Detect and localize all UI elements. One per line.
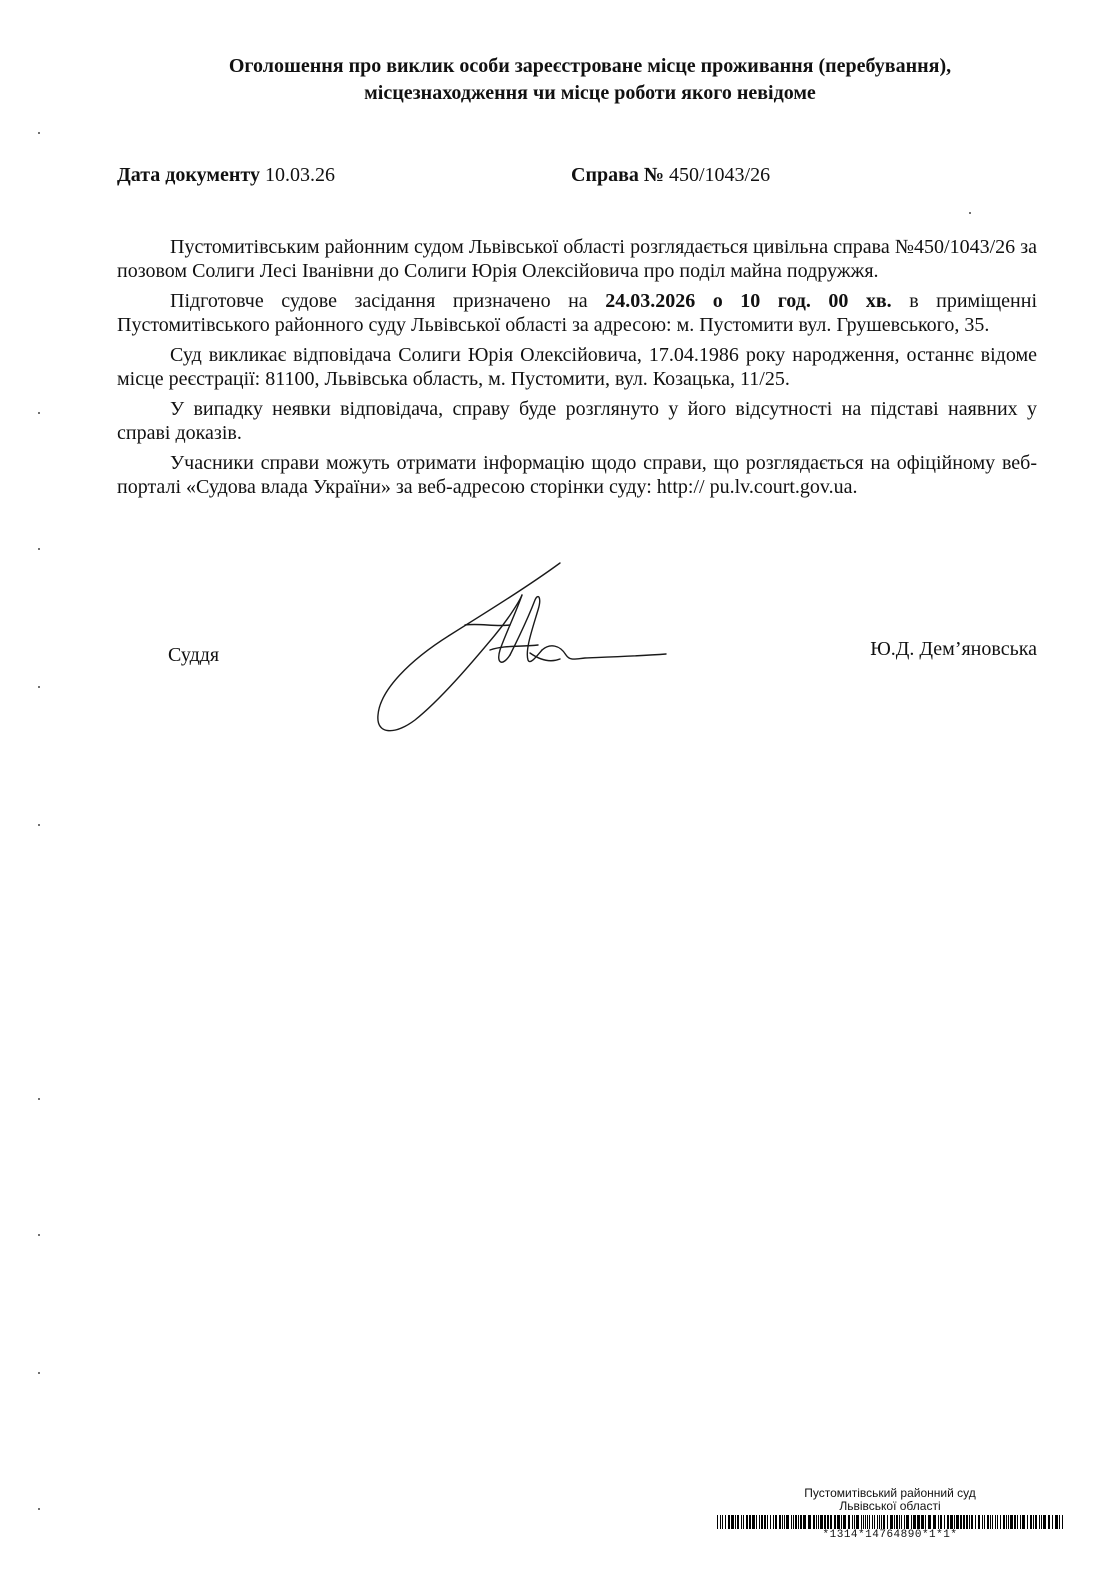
barcode-bar — [867, 1515, 868, 1529]
scan-speck — [38, 1234, 40, 1236]
judge-role: Суддя — [168, 644, 220, 666]
barcode-bar — [784, 1515, 785, 1529]
hearing-intro: Підготовче судове засідання призначено на — [170, 290, 588, 312]
case-value: 450/1043/26 — [669, 164, 771, 186]
barcode-bar — [722, 1515, 723, 1529]
date-label: Дата документу — [117, 164, 260, 186]
barcode-bar — [913, 1515, 916, 1529]
barcode-bar — [928, 1515, 931, 1529]
barcode-bar — [800, 1515, 802, 1529]
barcode-bar — [798, 1515, 799, 1529]
barcode-bar — [966, 1515, 968, 1529]
barcode-bar — [775, 1515, 777, 1529]
barcode-bar — [837, 1515, 840, 1529]
barcode-bar — [803, 1515, 806, 1529]
barcode-bar — [843, 1515, 846, 1529]
barcode-bar — [818, 1515, 819, 1529]
case-number — [571, 163, 770, 187]
hearing-location: в приміщенні Пустомитівського районного суду Львівської області за адресою: м. Пустомити вул. Грушевського, 35. — [117, 290, 1038, 336]
barcode-bar — [1052, 1515, 1053, 1529]
barcode-number: *1314*14764890*1*1* — [822, 1529, 958, 1541]
barcode-bar — [717, 1515, 718, 1529]
barcode-bar — [899, 1515, 900, 1529]
paragraph-portal-info: Учасники справи можуть отримати інформацію щодо справи, що розглядається на офіційному веб-порталі «Судова влада України» за веб-адресою сторінки суду: http:// pu.lv.court.gov.ua. — [117, 452, 1037, 498]
barcode-bar — [1039, 1515, 1040, 1529]
barcode-bar — [816, 1515, 817, 1529]
document-title — [150, 53, 1030, 107]
barcode-bar — [992, 1515, 993, 1529]
barcode-bar — [960, 1515, 962, 1529]
barcode-bar — [887, 1515, 888, 1529]
barcode-bar — [773, 1515, 774, 1529]
paragraph-case-description: Пустомитівським районним судом Львівської області розглядається цивільна справа №450/1043/26 за позовом Солиги Лесі Іванівни до Солиги Юрія Олексійовича про поділ майна подружжя. — [117, 236, 1037, 282]
barcode-bar — [741, 1515, 742, 1529]
barcode-bar — [944, 1515, 945, 1529]
barcode-bar — [791, 1515, 792, 1529]
scan-speck — [38, 1372, 40, 1374]
barcode-bar — [969, 1515, 970, 1529]
barcode-bar — [879, 1515, 880, 1529]
barcode-bar — [1010, 1515, 1013, 1529]
barcode-bar — [720, 1515, 721, 1529]
barcode-bar — [890, 1515, 893, 1529]
barcode-bar — [820, 1515, 823, 1529]
barcode-bar — [841, 1515, 842, 1529]
barcode-bar — [759, 1515, 760, 1529]
stamp-region: Львівської області — [839, 1499, 941, 1513]
barcode-bar — [756, 1515, 757, 1529]
paragraph-absence-notice: У випадку неявки відповідача, справу буде розглянуто у його відсутності на підставі наявних у справі доказів. — [117, 398, 1037, 444]
paragraph-hearing — [117, 289, 1037, 337]
barcode-bar — [752, 1515, 755, 1529]
paragraph-summons: Суд викликає відповідача Солиги Юрія Олексійовича, 17.04.1986 року народження, останнє відоме місце реєстрації: 81100, Львівська область, м. Пустомити, вул. Козацька, 11/25. — [117, 344, 1037, 390]
hearing-datetime: 24.03.2026 о 10 год. 00 хв. — [605, 290, 892, 312]
barcode-bar — [808, 1515, 811, 1529]
barcode-bar — [746, 1515, 748, 1529]
barcode-bar — [987, 1515, 989, 1529]
barcode-bar — [1035, 1515, 1037, 1529]
barcode-bar — [906, 1515, 909, 1529]
date-value: 10.03.26 — [265, 164, 335, 186]
barcode-bar — [874, 1515, 875, 1529]
scan-speck — [38, 1098, 40, 1100]
scan-speck — [969, 212, 971, 214]
barcode-bar — [770, 1515, 771, 1529]
barcode-bar — [894, 1515, 895, 1529]
document-date — [117, 163, 335, 187]
barcode-bar — [795, 1515, 797, 1529]
barcode-bar — [883, 1515, 885, 1529]
barcode-bar — [1014, 1515, 1016, 1529]
scan-speck — [38, 824, 40, 826]
barcode-bar — [1055, 1515, 1058, 1529]
barcode-bar — [737, 1515, 739, 1529]
barcode-bar — [881, 1515, 882, 1529]
barcode-bar — [731, 1515, 734, 1529]
title-line-2: місцезнаходження чи місце роботи якого невідоме — [364, 82, 816, 104]
barcode-bar — [877, 1515, 878, 1529]
barcode-bar — [749, 1515, 751, 1529]
barcode-bar — [1000, 1515, 1001, 1529]
judge-signature — [370, 555, 680, 755]
barcode-bar — [947, 1515, 949, 1529]
barcode-bar — [793, 1515, 794, 1529]
barcode-bar — [1059, 1515, 1060, 1529]
barcode-bar — [1048, 1515, 1050, 1529]
barcode-bar — [963, 1515, 965, 1529]
barcode-bar — [1008, 1515, 1009, 1529]
document-body — [117, 235, 1037, 505]
barcode-bar — [921, 1515, 924, 1529]
judge-name: Ю.Д. Дем’яновська — [870, 638, 1037, 660]
barcode-bar — [824, 1515, 826, 1529]
barcode-bar — [856, 1515, 859, 1529]
barcode-bar — [854, 1515, 855, 1529]
barcode-bar — [1006, 1515, 1007, 1529]
barcode-bar — [933, 1515, 936, 1529]
barcode-bar — [764, 1515, 766, 1529]
barcode-bar — [1030, 1515, 1032, 1529]
barcode-bar — [865, 1515, 866, 1529]
barcode-bar — [1027, 1515, 1028, 1529]
barcode-bar — [761, 1515, 763, 1529]
barcode-bar — [869, 1515, 870, 1529]
barcode-bar — [1062, 1515, 1063, 1529]
barcode-bar — [1033, 1515, 1034, 1529]
barcode-bar — [954, 1515, 955, 1529]
scan-speck — [38, 412, 40, 414]
barcode-bar — [1017, 1515, 1018, 1529]
barcode-bar — [728, 1515, 730, 1529]
barcode-bar — [990, 1515, 991, 1529]
barcode-bar — [896, 1515, 898, 1529]
barcode-bar — [982, 1515, 983, 1529]
barcode-bar — [911, 1515, 912, 1529]
barcode-bar — [925, 1515, 926, 1529]
barcode-bar — [861, 1515, 862, 1529]
barcode-bar — [1003, 1515, 1005, 1529]
scan-speck — [38, 132, 40, 134]
barcode-bar — [975, 1515, 976, 1529]
barcode-bar — [1020, 1515, 1021, 1529]
barcode-bar — [901, 1515, 902, 1529]
barcode-bar — [782, 1515, 783, 1529]
barcode-bar — [984, 1515, 985, 1529]
barcode-bar — [995, 1515, 996, 1529]
barcode-bar — [950, 1515, 953, 1529]
scan-speck — [38, 548, 40, 550]
barcode-bar — [827, 1515, 829, 1529]
barcode-bar — [767, 1515, 768, 1529]
barcode-bar — [735, 1515, 736, 1529]
barcode-bar — [940, 1515, 942, 1529]
scan-speck — [38, 686, 40, 688]
barcode-bar — [904, 1515, 905, 1529]
scan-speck — [38, 1508, 40, 1510]
barcode-bar — [786, 1515, 789, 1529]
barcode — [717, 1515, 1063, 1529]
barcode-bar — [848, 1515, 850, 1529]
barcode-bar — [872, 1515, 873, 1529]
barcode-bar — [813, 1515, 815, 1529]
barcode-bar — [956, 1515, 959, 1529]
barcode-bar — [852, 1515, 853, 1529]
barcode-bar — [834, 1515, 836, 1529]
barcode-bar — [1043, 1515, 1046, 1529]
barcode-bar — [725, 1515, 726, 1529]
barcode-bar — [971, 1515, 973, 1529]
case-label: Справа № — [571, 164, 664, 186]
barcode-bar — [997, 1515, 998, 1529]
barcode-bar — [863, 1515, 864, 1529]
barcode-bar — [1041, 1515, 1042, 1529]
stamp-court-name: Пустомитівський районний суд — [804, 1486, 976, 1500]
court-stamp — [715, 1486, 1065, 1541]
barcode-bar — [779, 1515, 781, 1529]
barcode-bar — [917, 1515, 920, 1529]
barcode-bar — [1022, 1515, 1025, 1529]
title-line-1: Оголошення про виклик особи зареєстроване місце проживання (перебування), — [228, 55, 952, 77]
barcode-bar — [743, 1515, 744, 1529]
barcode-bar — [938, 1515, 939, 1529]
barcode-bar — [830, 1515, 832, 1529]
barcode-bar — [978, 1515, 980, 1529]
